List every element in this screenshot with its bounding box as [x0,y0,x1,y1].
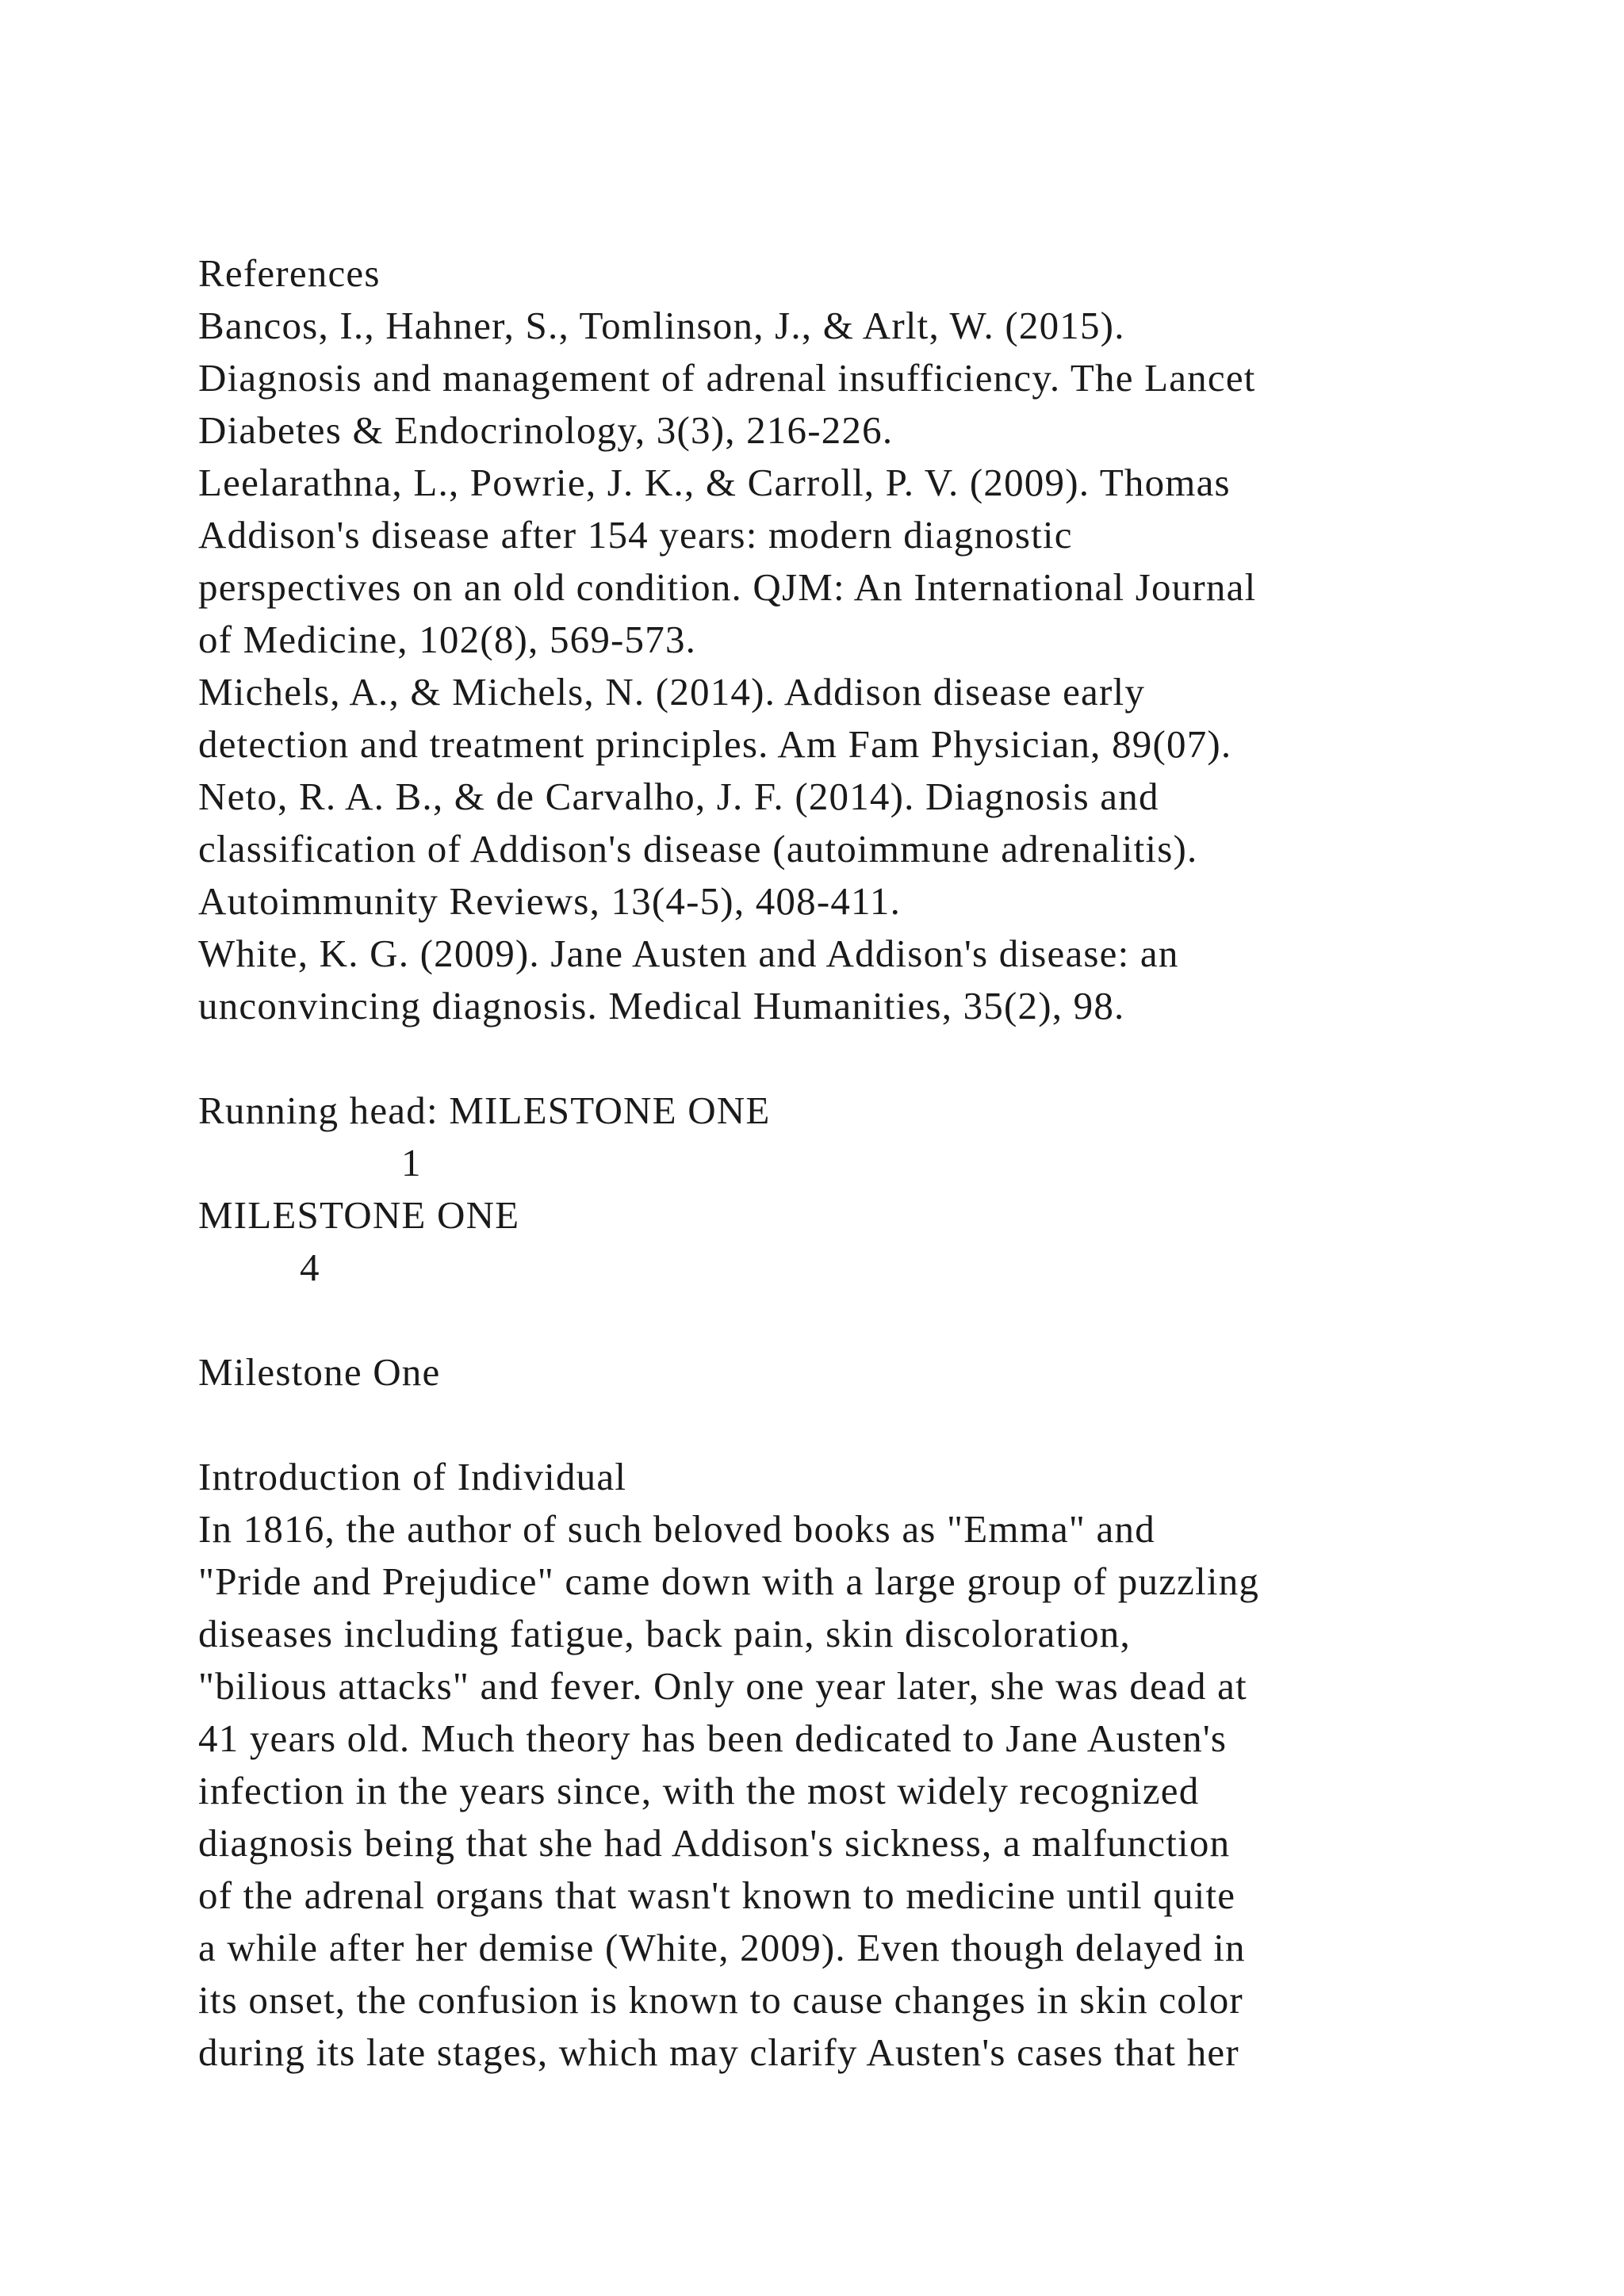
document-body [198,247,1499,2079]
paper-title: Milestone One [198,1350,441,1394]
body-line: during its late stages, which may clarify Austen's cases that her [198,2030,1239,2074]
references-heading: References [198,251,381,295]
reference-line: White, K. G. (2009). Jane Austen and Addison's disease: an [198,932,1179,975]
reference-line: Diagnosis and management of adrenal insufficiency. The Lancet [198,356,1256,400]
reference-line: perspectives on an old condition. QJM: An International Journal [198,565,1257,609]
body-line: In 1816, the author of such beloved books as "Emma" and [198,1507,1155,1551]
body-line: diagnosis being that she had Addison's sickness, a malfunction [198,1821,1231,1865]
reference-line: Autoimmunity Reviews, 13(4-5), 408-411. [198,879,902,923]
reference-line: Michels, A., & Michels, N. (2014). Addison disease early [198,670,1146,714]
reference-line: Addison's disease after 154 years: modern diagnostic [198,513,1073,557]
blank-line [198,1399,1499,1451]
page-number: 1 [401,1141,422,1184]
reference-line: Bancos, I., Hahner, S., Tomlinson, J., & Arlt, W. (2015). [198,304,1125,347]
body-line: "bilious attacks" and fever. Only one year later, she was dead at [198,1664,1247,1708]
reference-line: classification of Addison's disease (autoimmune adrenalitis). [198,827,1198,871]
body-line: of the adrenal organs that wasn't known to medicine until quite [198,1873,1236,1917]
running-head: Running head: MILESTONE ONE [198,1089,771,1132]
reference-line: unconvincing diagnosis. Medical Humanities, 35(2), 98. [198,984,1125,1027]
page-number: 4 [300,1246,320,1289]
section-heading: Introduction of Individual [198,1455,627,1498]
reference-line: of Medicine, 102(8), 569-573. [198,618,697,661]
body-line: 41 years old. Much theory has been dedicated to Jane Austen's [198,1716,1228,1760]
blank-line [198,1032,1499,1085]
body-line: "Pride and Prejudice" came down with a large group of puzzling [198,1559,1260,1603]
short-title-header: MILESTONE ONE [198,1193,520,1237]
reference-line: Neto, R. A. B., & de Carvalho, J. F. (2014). Diagnosis and [198,775,1159,818]
body-line: a while after her demise (White, 2009). Even though delayed in [198,1926,1246,1969]
blank-line [198,1294,1499,1346]
body-line: infection in the years since, with the most widely recognized [198,1769,1200,1812]
body-line: its onset, the confusion is known to cause changes in skin color [198,1978,1243,2022]
body-line: diseases including fatigue, back pain, skin discoloration, [198,1612,1131,1655]
reference-line: detection and treatment principles. Am Fam Physician, 89(07). [198,722,1232,766]
reference-line: Leelarathna, L., Powrie, J. K., & Carroll, P. V. (2009). Thomas [198,461,1231,504]
reference-line: Diabetes & Endocrinology, 3(3), 216-226. [198,408,894,452]
